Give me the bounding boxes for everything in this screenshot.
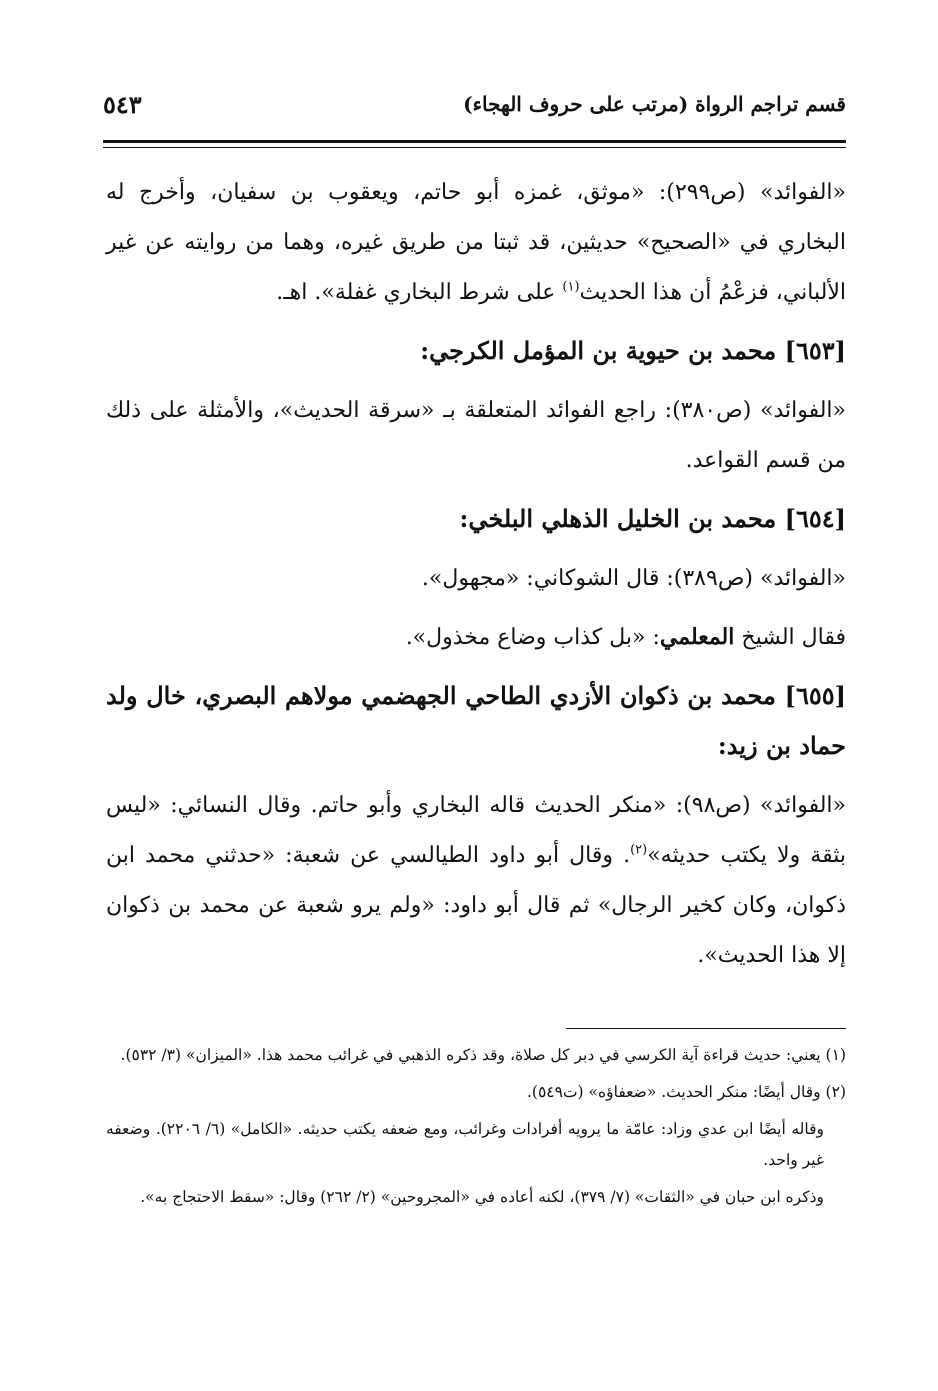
paragraph-text: فقال الشيخ [734, 625, 846, 650]
footnote-1: (١) يعني: حديث قراءة آية الكرسي في دبر كل صلاة، وقد ذكره الذهبي في غرائب محمد هذا. «الميزان» (٣/ ٥٣٢). [120, 1046, 846, 1064]
page-header [103, 90, 846, 130]
entry-heading-653: [٦٥٣] محمد بن حيوية بن المؤمل الكرجي: [420, 336, 846, 365]
header-rule-thin [103, 147, 846, 148]
paragraph-text: . وقال أبو داود الطيالسي عن شعبة: «حدثني محمد ابن ذكوان، وكان كخير الرجال» ثم قال أبو داود: «ولم يرو شعبة عن محمد بن ذكوان إلا هذا الحديث». [106, 843, 846, 968]
page-number: ٥٤٣ [103, 90, 142, 119]
footnote-separator [566, 1028, 846, 1029]
paragraph-text: على شرط البخاري غفلة». اهـ. [276, 280, 563, 305]
running-title: قسم تراجم الرواة (مرتب على حروف الهجاء) [463, 92, 846, 116]
paragraph-continuation [106, 168, 846, 318]
footnote-ref-2: (٢) [630, 842, 648, 858]
entry-heading-655: [٦٥٥] محمد بن ذكوان الأزدي الطاحي الجهضمي مولاهم البصري، خال ولد حماد بن زيد: [106, 681, 846, 760]
paragraph-text: «الفوائد» (ص٢٩٩): «موثق، غمزه أبو حاتم، ويعقوب بن سفيان، وأخرج له البخاري في «الصحيح» حديثين، قد ثبتا من طريق غيره، وهما من روايته عن غير الألباني، فزعْمُ أن هذا الحديث [106, 180, 846, 305]
footnote-2-continuation: وذكره ابن حبان في «الثقات» (٧/ ٣٧٩)، لكنه أعاده في «المجروحين» (٢/ ٢٦٢) وقال: «سقط الاحتجاج به». [140, 1188, 824, 1206]
footnote-2: (٢) وقال أيضًا: منكر الحديث. «ضعفاؤه» (ت٥٤٩). [527, 1083, 846, 1101]
paragraph-text: «الفوائد» (ص٩٨): «منكر الحديث قاله البخاري وأبو حاتم. وقال النسائي: «ليس بثقة ولا يكتب حديثه» [106, 793, 847, 868]
paragraph-text: : «بل كذاب وضاع مخذول». [405, 625, 660, 650]
entry-heading-654: [٦٥٤] محمد بن الخليل الذهلي البلخي: [459, 504, 846, 533]
footnote-2-continuation: وقاله أيضًا ابن عدي وزاد: عامّة ما يرويه أفرادات وغرائب، ومع ضعفه يكتب حديثه. «الكامل» (٦/ ٢٢٠٦). وضعفه غير واحد. [106, 1120, 824, 1169]
footnotes [106, 1040, 846, 1219]
main-text [106, 168, 846, 989]
paragraph-654-a: «الفوائد» (ص٣٨٩): قال الشوكاني: «مجهول». [421, 566, 846, 591]
paragraph-654-b [106, 612, 846, 663]
paragraph-655 [106, 781, 846, 981]
header-rule-thick [103, 140, 846, 143]
shaykh-name: المعلمي [659, 624, 735, 650]
footnote-ref-1: (١) [562, 279, 580, 295]
paragraph-653: «الفوائد» (ص٣٨٠): راجع الفوائد المتعلقة بـ «سرقة الحديث»، والأمثلة على ذلك من قسم القواعد. [106, 398, 847, 473]
